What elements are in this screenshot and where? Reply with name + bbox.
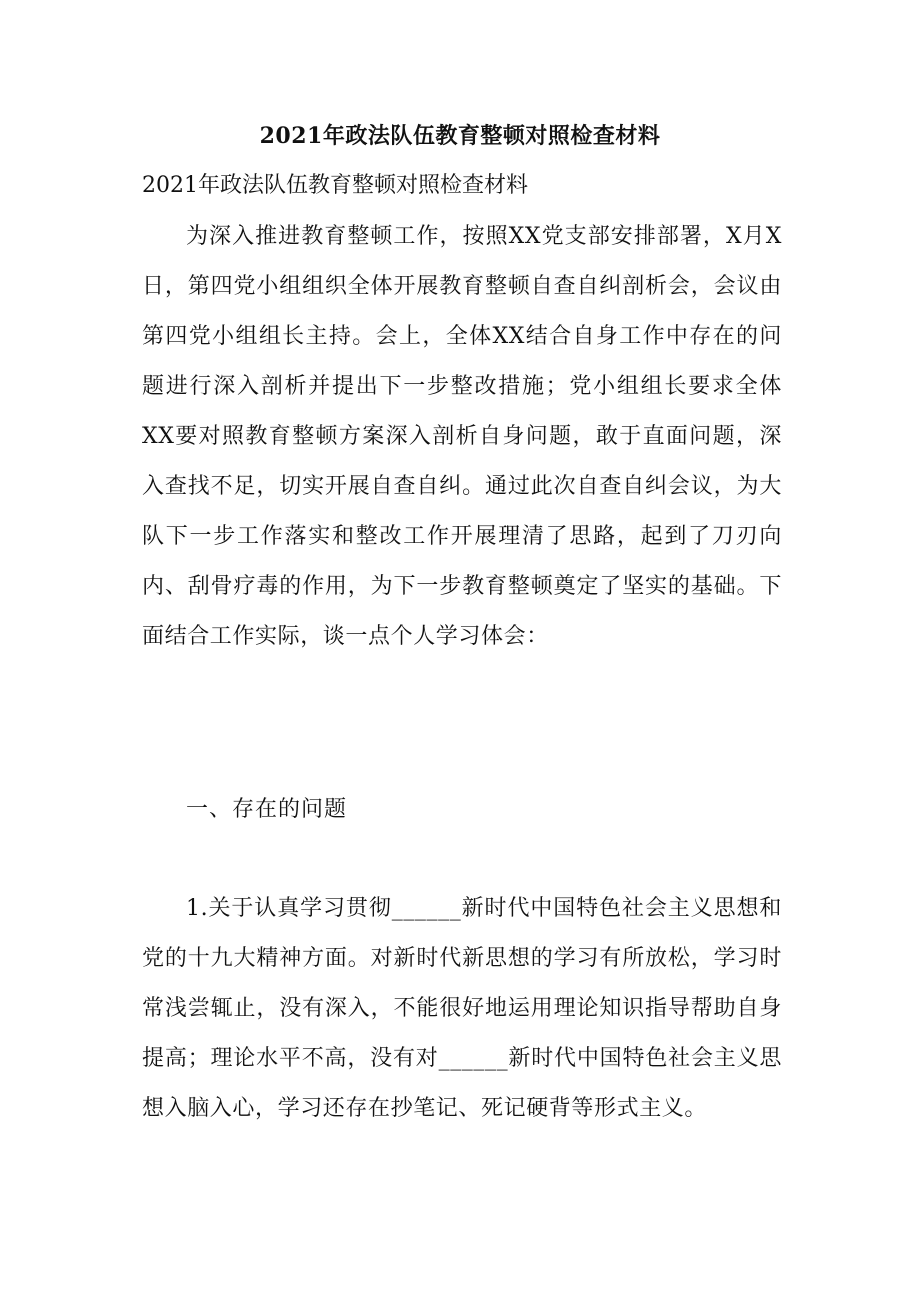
intro-paragraph: 为深入推进教育整顿工作，按照XX党支部安排部署，X月X日，第四党小组组织全体开展教育整顿自查自纠剖析会，会议由第四党小组组长主持。会上，全体XX结合自身工作中存在的问题进行深入剖析并提出下一步整改措施；党小组组长要求全体XX要对照教育整顿方案深入剖析自身问题，敢于直面问题，深入查找不足，切实开展自查自纠。通过此次自查自纠会议，为大队下一步工作落实和整改工作开展理清了思路，起到了刀刃向内、刮骨疗毒的作用，为下一步教育整顿奠定了坚实的基础。下面结合工作实际，谈一点个人学习体会： [142, 224, 782, 649]
section-heading-problems: 一、存在的问题 [186, 797, 348, 822]
document-subtitle: 2021年政法队伍教育整顿对照检查材料 [142, 173, 528, 198]
document-title: 2021年政法队伍教育整顿对照检查材料 [259, 123, 661, 149]
item-1-paragraph: 1.关于认真学习贯彻______新时代中国特色社会主义思想和党的十九大精神方面。对新时代新思想的学习有所放松，学习时常浅尝辄止，没有深入，不能很好地运用理论知识指导帮助自身提高；理论水平不高，没有对______新时代中国特色社会主义思想入脑入心，学习还存在抄笔记、死记硬背等形式主义。 [142, 896, 782, 1121]
